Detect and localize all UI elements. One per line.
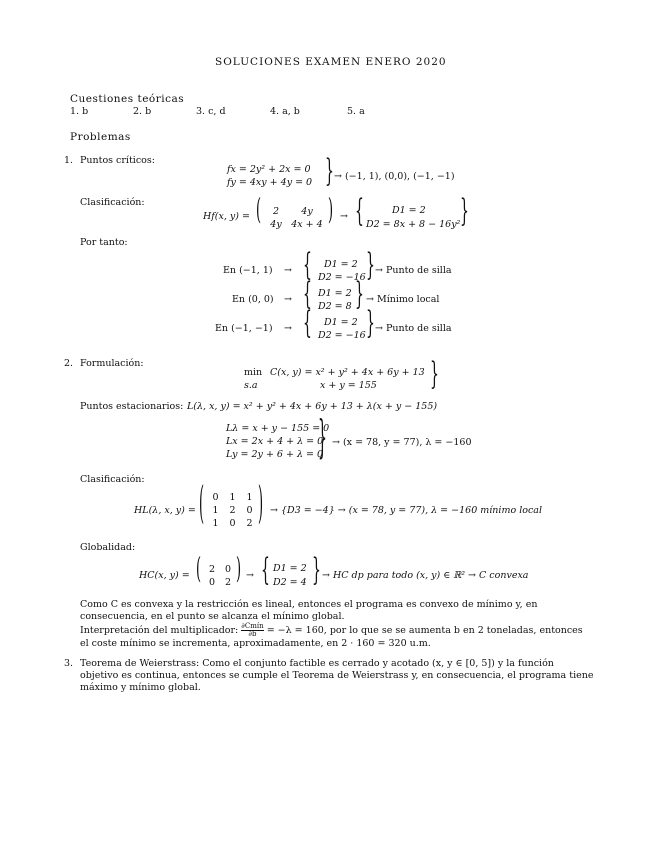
p1-minor-d2: D2 = 8x + 8 − 16y²: [366, 219, 461, 230]
p2-hl-paren-right: ): [258, 480, 264, 531]
p1-por-tanto: Por tanto:: [80, 237, 128, 248]
p1-case2-d2: D2 = 8: [318, 301, 352, 312]
p2-eq1: Lλ = x + y − 155 = 0: [226, 423, 330, 434]
p1-case3-d1: D1 = 2: [324, 317, 358, 328]
p1-clasif-label: Clasificación:: [80, 197, 145, 208]
problems-heading: Problemas: [70, 131, 131, 143]
p2-solution: → (x = 78, y = 77), λ = −160: [332, 437, 472, 448]
p1-minors-brace-left: {: [355, 194, 364, 230]
p1-hessian-matrix: [265, 205, 327, 231]
p2-est-label: Puntos estacionarios:: [80, 401, 184, 412]
p2-multiplier-fraction: [241, 623, 263, 638]
p2-paragraph-multiplier: [80, 623, 594, 650]
p1-case2-brace-right: }: [355, 277, 364, 313]
p2-eq2: Lx = 2x + 4 + λ = 0: [226, 436, 324, 447]
p2-hl-paren-left: (: [199, 480, 205, 531]
p1-case1-d2: D2 = −16: [318, 272, 366, 283]
p1-case3-brace-left: {: [303, 306, 312, 342]
matrix-cell: 0: [246, 505, 253, 516]
p1-hessian-left: Hf(x, y) =: [203, 211, 250, 222]
p1-case3-brace-right: }: [366, 306, 375, 342]
matrix-cell: 2: [229, 505, 236, 516]
p2-hc-d1: D1 = 2: [273, 563, 307, 574]
p2-hc-brace-right: }: [312, 553, 321, 589]
p2-hc-brace-left: {: [261, 553, 270, 589]
matrix-cell: 1: [212, 505, 219, 516]
p2-hc-result: → HC dp para todo (x, y) ∈ ℝ² → C convexa: [322, 570, 529, 581]
matrix-cell: 1: [229, 492, 236, 503]
p2-constraint: x + y = 155: [320, 380, 377, 391]
p1-hessian-paren-right: ): [328, 195, 334, 228]
matrix-cell: 0: [208, 577, 216, 588]
p1-case2-point: En (0, 0): [232, 294, 274, 305]
p2-objective: C(x, y) = x² + y² + 4x + 6y + 13: [270, 367, 425, 378]
p2-hl-matrix: [207, 491, 258, 530]
p1-case3-d2: D2 = −16: [318, 330, 366, 341]
theory-answer-4: 4. a, b: [270, 106, 300, 117]
p1-case2-d1: D1 = 2: [318, 288, 352, 299]
p2-glob-label: Globalidad:: [80, 542, 136, 553]
p1-number: 1.: [64, 155, 74, 166]
theory-answer-5: 5. a: [347, 106, 365, 117]
p2-hc-arrow: →: [246, 570, 254, 581]
p1-case1-brace-right: }: [366, 248, 375, 284]
p1-case1-arrow: →: [284, 265, 292, 276]
p2-label: Formulación:: [80, 358, 144, 369]
matrix-cell: 0: [224, 564, 232, 575]
matrix-cell: 2: [224, 577, 232, 588]
theory-heading: Cuestiones teóricas: [70, 93, 185, 105]
p2-eq3: Ly = 2y + 6 + λ = 0: [226, 449, 324, 460]
p2-hc-left: HC(x, y) =: [139, 570, 190, 581]
theory-answer-1: 1. b: [70, 106, 89, 117]
page-title: SOLUCIONES EXAMEN ENERO 2020: [215, 56, 447, 68]
matrix-cell: 2: [246, 518, 253, 529]
p2-system-brace: }: [318, 413, 327, 465]
matrix-cell: 4x + 4: [291, 219, 323, 230]
matrix-cell: 4y: [301, 206, 313, 217]
theory-answer-2: 2. b: [133, 106, 152, 117]
p1-case2-result: → Mínimo local: [366, 294, 440, 305]
matrix-cell: 2: [208, 564, 216, 575]
p2-hc-matrix: [204, 563, 236, 589]
p1-case2-brace-left: {: [303, 277, 312, 313]
p1-label: Puntos críticos:: [80, 155, 155, 166]
p2-lagrangian: L(λ, x, y) = x² + y² + 4x + 6y + 13 + λ(x + y − 155): [187, 401, 438, 412]
p1-case3-point: En (−1, −1): [215, 323, 273, 334]
p1-case1-brace-left: {: [303, 248, 312, 284]
p1-case2-arrow: →: [284, 294, 292, 305]
matrix-cell: 0: [229, 518, 236, 529]
p2-clasif-label: Clasificación:: [80, 474, 145, 485]
matrix-cell: 4y: [270, 219, 282, 230]
p3-number: 3.: [64, 658, 74, 669]
matrix-cell: 1: [212, 518, 219, 529]
fraction-numerator: ∂Cmín: [241, 622, 264, 630]
theory-answer-3: 3. c, d: [196, 106, 226, 117]
p1-critical-points: → (−1, 1), (0,0), (−1, −1): [334, 171, 455, 182]
p1-minor-d1: D1 = 2: [392, 205, 426, 216]
p2-number: 2.: [64, 358, 74, 369]
p2-hl-result: → {D3 = −4} → (x = 78, y = 77), λ = −160 mínimo local: [270, 505, 542, 516]
matrix-cell: 1: [246, 492, 253, 503]
p1-case1-d1: D1 = 2: [324, 259, 358, 270]
p2-hc-paren-left: (: [196, 554, 202, 587]
p2-paragraph-convexity: Como C es convexa y la restricción es lineal, entonces el programa es convexo de mínimo y, en consecuencia, en el punto se alcanza el mínimo global.: [80, 599, 538, 622]
p1-hessian-paren-left: (: [256, 195, 262, 228]
p1-case3-arrow: →: [284, 323, 292, 334]
p1-system-eq1: fx = 2y² + 2x = 0: [227, 164, 311, 175]
p2-hl-left: HL(λ, x, y) =: [134, 505, 196, 516]
p2-min-word: min: [244, 367, 263, 378]
p1-system-eq2: fy = 4xy + 4y = 0: [227, 177, 313, 188]
matrix-cell: 0: [212, 492, 219, 503]
p2-sa: s.a: [244, 380, 258, 391]
p2-formulation-brace: }: [430, 357, 439, 393]
p3-text: Teorema de Weierstrass: Como el conjunto factible es cerrado y acotado (x, y ∈ [0, 5]) y la función objetivo es continua, entonces se cumple el Teorema de Weierstrass y, en consecuencia, el programa tiene máximo y mínimo global.: [80, 658, 594, 693]
p2-multiplier-text: = −λ = 160, por lo que se se aumenta b en 2 toneladas, entonces el coste mínimo se incrementa, aproximadamente, en 2 · 160 = 320 u.m.: [80, 625, 583, 649]
p1-system-brace: }: [325, 154, 334, 190]
p2-hc-d2: D2 = 4: [273, 577, 307, 588]
p1-case1-point: En (−1, 1): [223, 265, 273, 276]
p1-minors-brace-right: }: [460, 194, 469, 230]
p1-hessian-arrow: →: [340, 211, 348, 222]
p1-case3-result: → Punto de silla: [375, 323, 452, 334]
p2-hc-paren-right: ): [236, 554, 242, 587]
matrix-cell: 2: [272, 206, 280, 217]
p1-case1-result: → Punto de silla: [375, 265, 452, 276]
p2-multiplier-label: Interpretación del multiplicador:: [80, 625, 239, 636]
fraction-denominator: ∂b: [248, 630, 257, 638]
